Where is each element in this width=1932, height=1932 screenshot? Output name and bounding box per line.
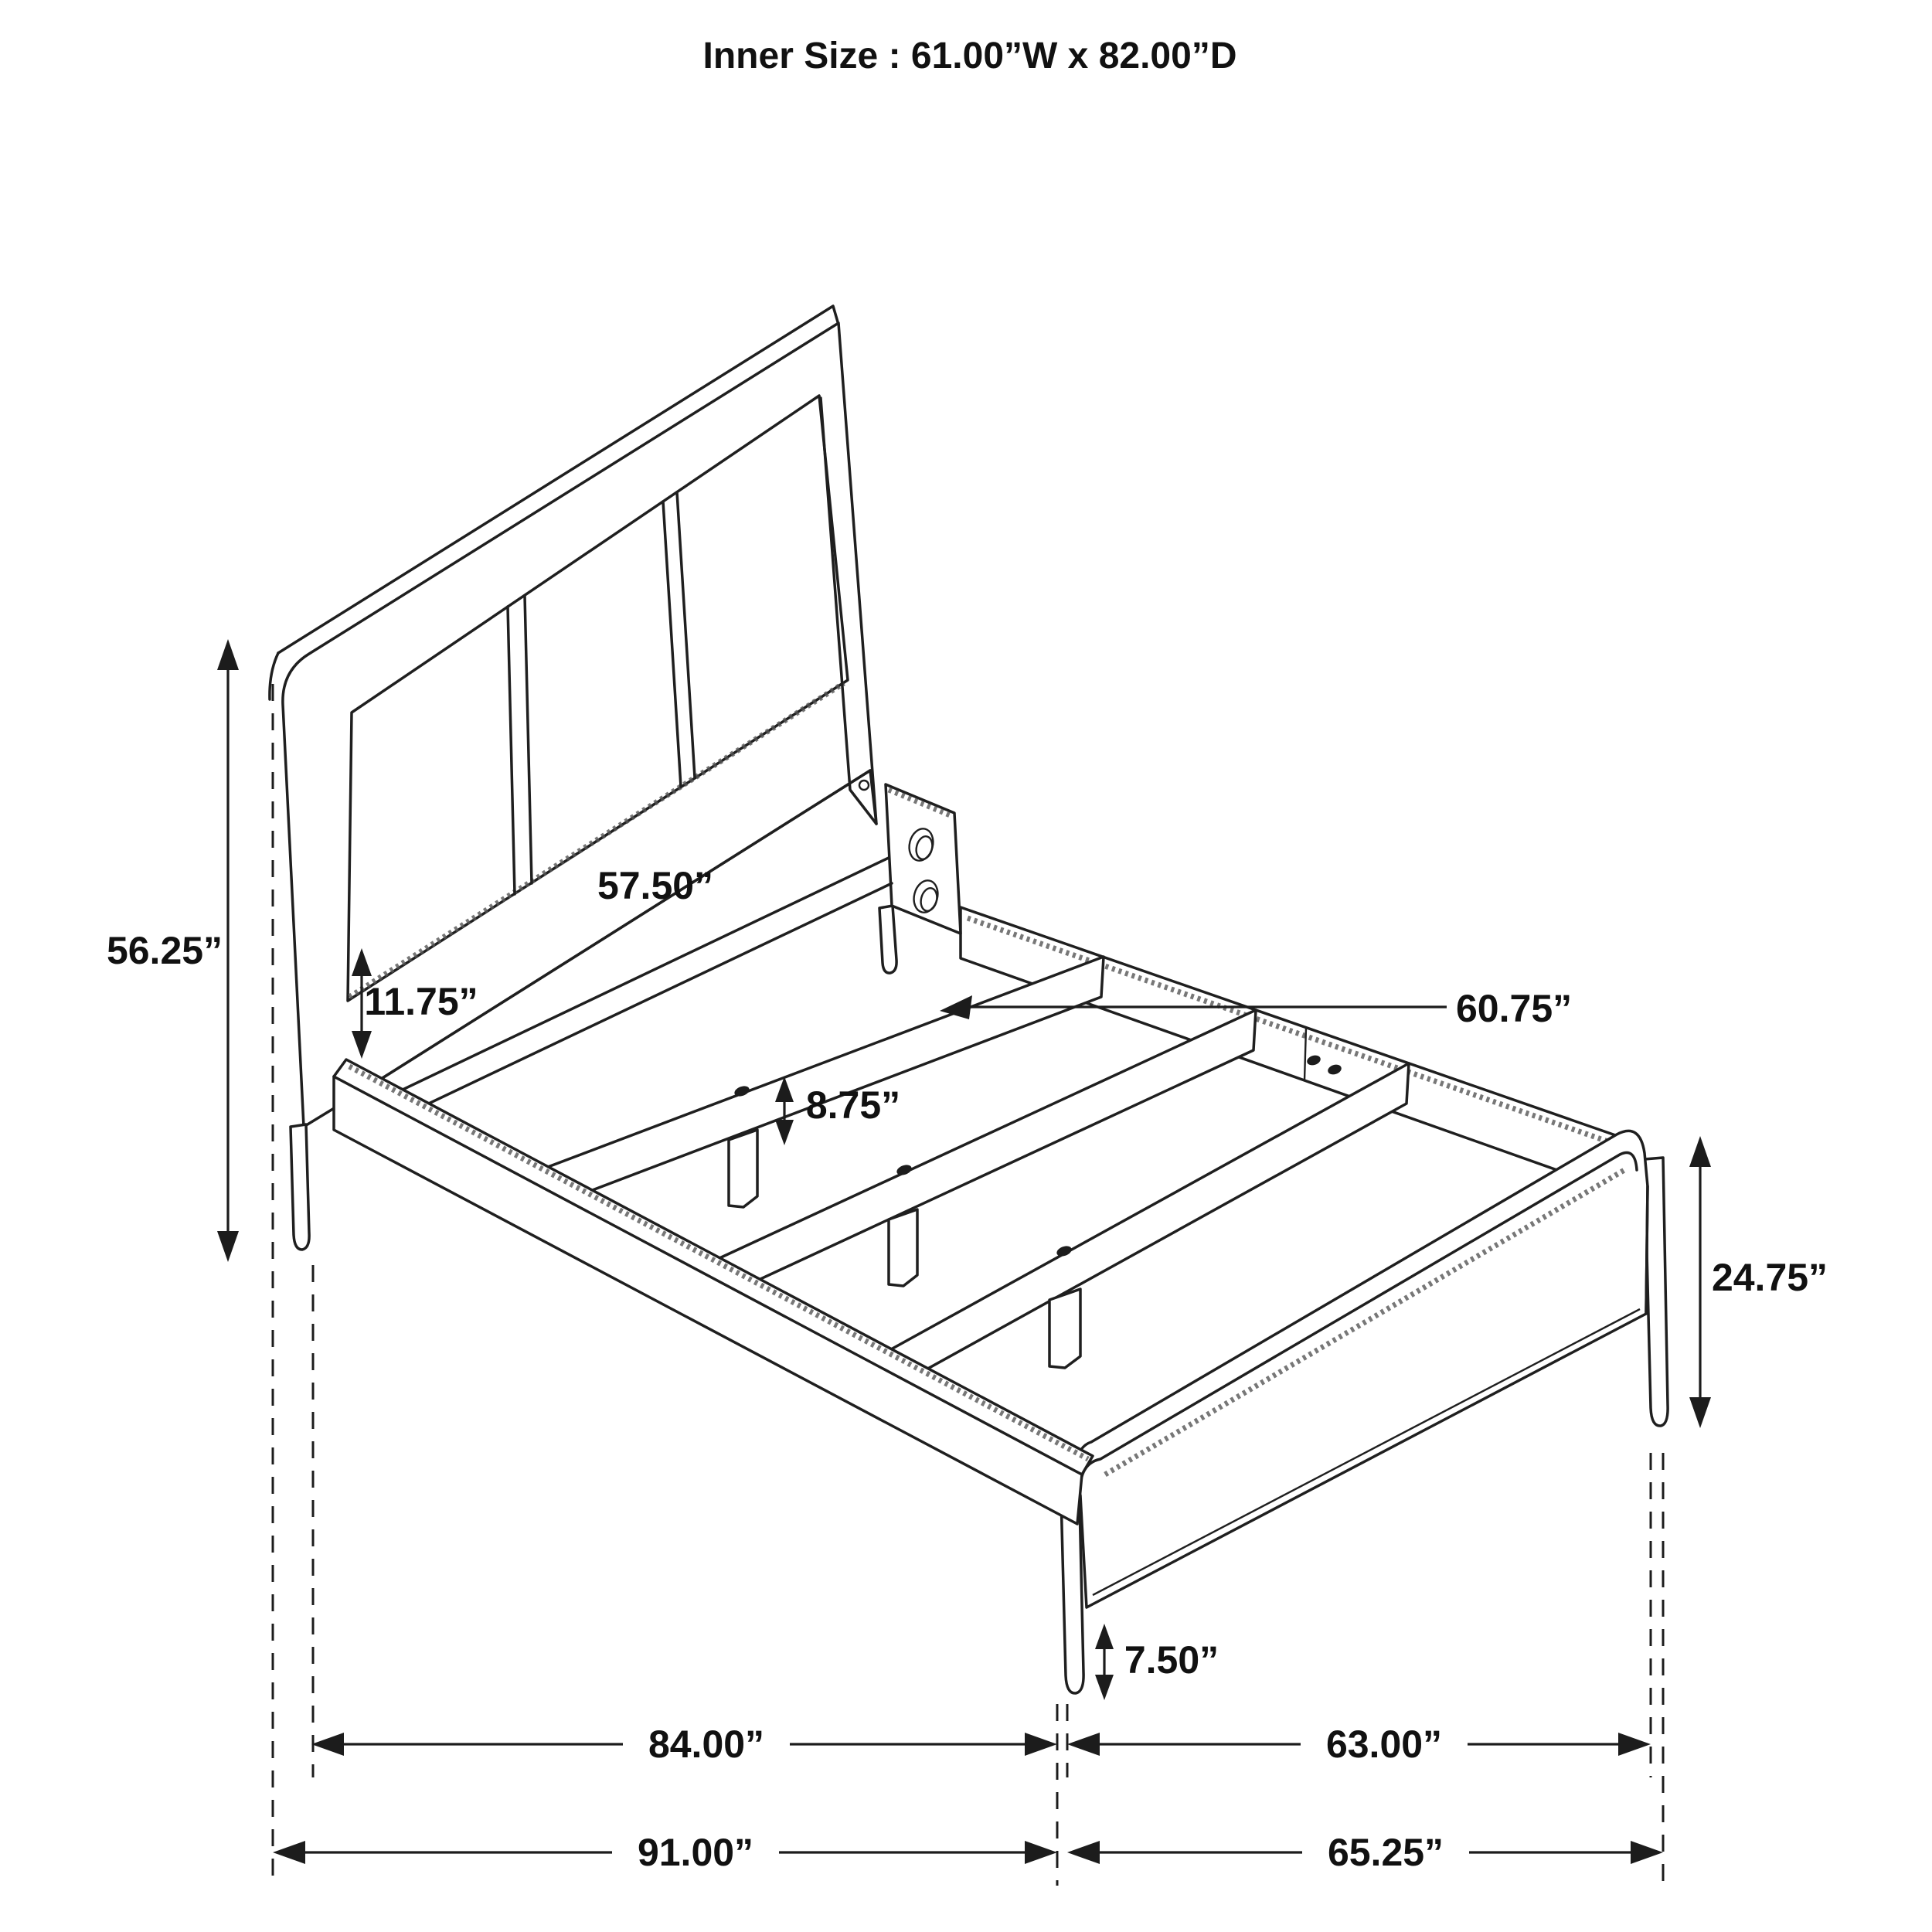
dim-headboard-height [107, 639, 239, 1262]
dim-rail-height-label: 11.75” [364, 980, 478, 1023]
dim-slat-length-label: 60.75” [1456, 987, 1573, 1030]
dim-frame-length-label: 84.00” [648, 1723, 765, 1766]
dim-total-width [1067, 1831, 1663, 1874]
slat-2 [717, 1010, 1256, 1299]
dim-frame-length [311, 1723, 1057, 1766]
rail-bracket [886, 784, 961, 934]
page-title: Inner Size : 61.00”W x 82.00”D [702, 36, 1237, 77]
dim-total-length [273, 1831, 1057, 1874]
dim-slat-support-height-label: 8.75” [805, 1083, 901, 1127]
dim-footboard-height [1689, 1136, 1828, 1428]
dim-headboard-width-label: 57.50” [597, 864, 714, 907]
dim-footboard-leg-height [1095, 1624, 1219, 1700]
dim-total-length-label: 91.00” [637, 1831, 754, 1874]
headboard-right-leg [879, 906, 896, 973]
dim-footboard-width [1067, 1723, 1651, 1766]
slat-2-leg [889, 1209, 917, 1286]
slat-1 [546, 957, 1104, 1208]
slat-1-leg [729, 1130, 757, 1207]
dim-footboard-leg-height-label: 7.50” [1124, 1638, 1219, 1682]
dim-headboard-height-label: 56.25” [106, 929, 223, 972]
dim-total-width-label: 65.25” [1327, 1831, 1444, 1874]
slat-3-leg [1049, 1289, 1080, 1368]
dim-footboard-width-label: 63.00” [1325, 1723, 1443, 1766]
headboard-left-leg [291, 1124, 309, 1250]
dim-footboard-height-label: 24.75” [1711, 1256, 1828, 1299]
